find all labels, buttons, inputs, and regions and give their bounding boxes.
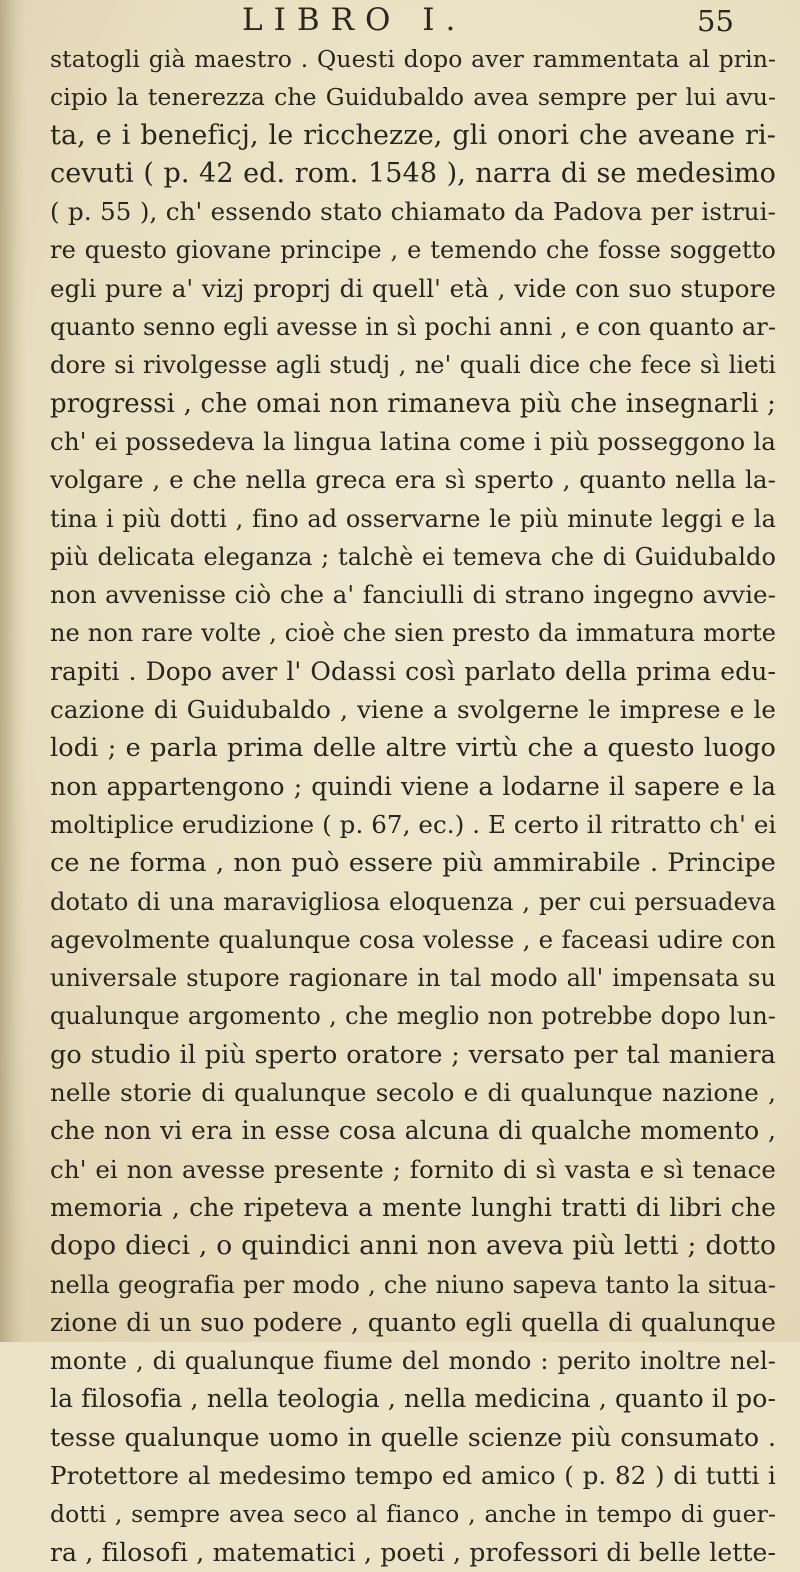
text-line: zione di un suo podere , quanto egli quella di qualunque (50, 1307, 776, 1337)
text-line: dopo dieci , o quindici anni non aveva più letti ; dotto (50, 1230, 776, 1262)
text-line: egli pure a' vizj proprj di quell' età , vide con suo stupore (50, 273, 776, 303)
text-line: ra , filosofi , matematici , poeti , professori di belle lette- (50, 1537, 776, 1567)
text-line: quanto senno egli avesse in sì pochi anni , e con quanto ar- (50, 313, 777, 342)
text-line: più delicata eleganza ; talchè ei temeva che di Guidubaldo (50, 542, 776, 571)
text-line: statogli già maestro . Questi dopo aver rammentata al prin- (50, 45, 776, 73)
running-head (0, 2, 800, 42)
text-line: non appartengono ; quindi viene a lodarne il sapere e la (50, 771, 776, 801)
text-line: ta, e i beneficj, le ricchezze, gli onori che aveane ri- (50, 119, 776, 151)
running-title: LIBRO I. (242, 2, 467, 38)
text-line: agevolmente qualunque cosa volesse , e faceasi udire con (50, 924, 776, 954)
text-line: ch' ei possedeva la lingua latina come i più posseggono la (50, 426, 776, 456)
text-line: nelle storie di qualunque secolo e di qualunque nazione , (50, 1078, 776, 1108)
text-line: volgare , e che nella greca era sì sperto , quanto nella la- (50, 465, 776, 495)
text-line: ch' ei non avesse presente ; fornito di sì vasta e sì tenace (50, 1154, 776, 1184)
text-line: monte , di qualunque fiume del mondo : perito inoltre nel- (50, 1347, 776, 1376)
text-line: ne non rare volte , cioè che sien presto da immatura morte (50, 619, 776, 648)
text-line: lodi ; e parla prima delle altre virtù che a questo luogo (50, 733, 776, 764)
text-line: go studio il più sperto oratore ; versato per tal maniera (50, 1039, 776, 1070)
text-line: ( p. 55 ), ch' essendo stato chiamato da Padova per istrui- (50, 197, 776, 227)
text-line: Protettore al medesimo tempo ed amico ( p. 82 ) di tutti i (50, 1460, 776, 1490)
text-line: la filosofia , nella teologia , nella medicina , quanto il po- (50, 1384, 776, 1414)
text-line: nella geografia per modo , che niuno sapeva tanto la situa- (50, 1270, 776, 1299)
text-line: re questo giovane principe , e temendo che fosse soggetto (50, 236, 776, 265)
text-line: dore si rivolgesse agli studj , ne' quali dice che fece sì lieti (50, 351, 776, 380)
text-line: ce ne forma , non può essere più ammirabile . Principe (50, 848, 776, 879)
text-line: non avvenisse ciò che a' fanciulli di strano ingegno avvie- (50, 580, 776, 610)
text-line: cazione di Guidubaldo , viene a svolgerne le imprese e le (50, 695, 776, 725)
text-line: tina i più dotti , fino ad osservarne le più minute leggi e la (50, 504, 776, 533)
text-line: moltiplice erudizione ( p. 67, ec.) . E certo il ritratto ch' ei (50, 809, 777, 839)
body-text (50, 40, 776, 1572)
text-line: universale stupore ragionare in tal modo all' impensata su (50, 964, 776, 993)
spine-shadow (0, 0, 26, 1342)
page-number: 55 (697, 4, 734, 38)
text-line: progressi , che omai non rimaneva più che insegnarli ; (50, 388, 776, 419)
text-line: rapiti . Dopo aver l' Odassi così parlato della prima edu- (50, 656, 776, 686)
text-line: cevuti ( p. 42 ed. rom. 1548 ), narra di se medesimo (50, 157, 776, 189)
text-line: tesse qualunque uomo in quelle scienze più consumato . (50, 1422, 776, 1452)
text-line: qualunque argomento , che meglio non potrebbe dopo lun- (50, 1002, 776, 1031)
text-line: cipio la tenerezza che Guidubaldo avea sempre per lui avu- (50, 83, 776, 112)
text-line: dotato di una maravigliosa eloquenza , per cui persuadeva (50, 887, 776, 916)
text-line: dotti , sempre avea seco al fianco , anche in tempo di guer- (50, 1500, 776, 1529)
text-line: memoria , che ripeteva a mente lunghi tratti di libri che (50, 1192, 776, 1222)
text-line: che non vi era in esse cosa alcuna di qualche momento , (50, 1116, 776, 1146)
